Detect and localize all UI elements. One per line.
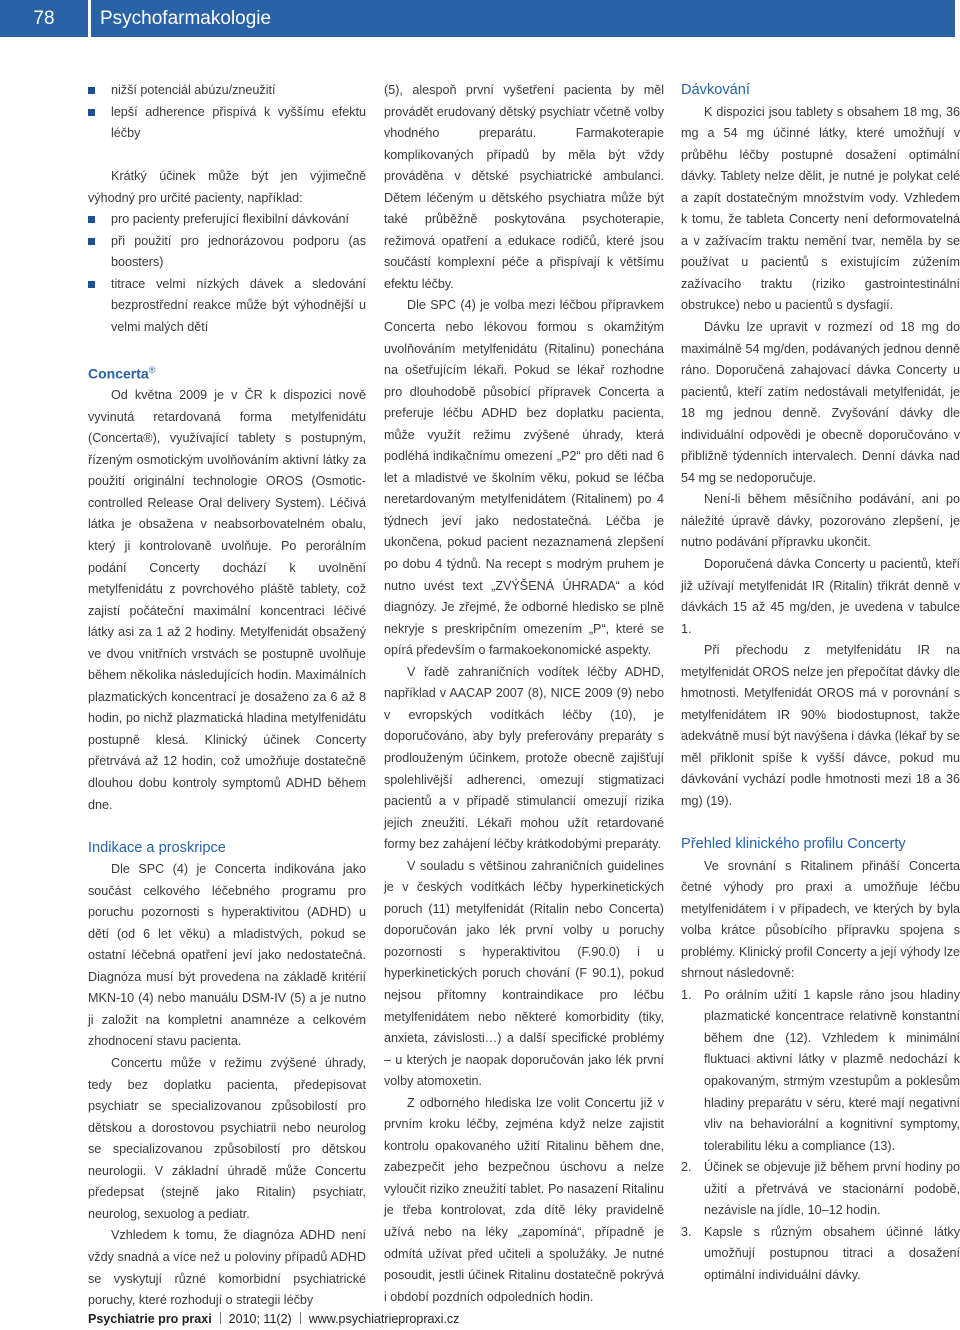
paragraph: Z odborného hlediska lze volit Concertu již v prvním kroku léčby, zejména když nelze zajistit kontrolu opakovaného užití Ritalinu během dne, zabezpečit jeho bezpečnou úschovu a nelze vyloučit riziko zneužití tablet. Po nasazení Ritalinu je třeba kontrolovat, zda dítě léky pravidelně užívá nebo na léky „zapomíná“, případně je odmítá užívat před učiteli a spolužáky. Je nutné posoudit, jestli účinek Ritalinu dostatečně pokrývá i období pozdních odpoledních hodin.	[384, 1095, 664, 1304]
journal-issue: 2010; 11(2)	[228, 1312, 292, 1326]
page-header	[0, 0, 955, 37]
list-text: Účinek se objevuje již během první hodiny po užití a přetrvává ve stacionární podobě, nezávisle na jídle, 10–12 hodin.	[704, 1160, 960, 1218]
column-1	[88, 80, 366, 1312]
list-number: 2.	[681, 1160, 692, 1175]
list-item	[681, 1157, 960, 1222]
heading-davkovani: Dávkování	[681, 82, 750, 98]
heading-text: Concerta	[88, 365, 149, 382]
heading-indikace: Indikace a proskripce	[88, 839, 226, 856]
list-item: pro pacienty preferující flexibilní dávkování	[88, 209, 366, 231]
paragraph: (5), alespoň první vyšetření pacienta by měl provádět erudovaný dětský psychiatr včetně volby vhodného preparátu. Farmakoterapie komplikovaných případů by měla být vždy prováděna v dětské psychiatrické ambulanci. Dětem léčeným u dětského psychiatra může být také průběžně poskytována psychoterapie, režimová opatření a edukace rodičů, které jsou součástí komplexní péče a přispívají k většímu efektu léčby.	[384, 83, 664, 291]
list-item	[681, 985, 960, 1157]
paragraph: Od května 2009 je v ČR k dispozici nově vyvinutá retardovaná forma metylfenidátu (Concerta®), využívající tablety s postupným, řízeným osmotickým uvolňováním aktivní látky za použití originální technologie OROS (Osmotic-controlled Release Oral delivery System). Léčivá látka je obsažena v neabsorbovatelném obalu, který ji kontrolovaně uvolňuje. Po perorálním podání Concerty dochází k uvolnění metylfenidátu z povrchového pláště tablety, což zajistí počáteční maximální koncentraci léčivé látky asi za 1 až 2 hodiny. Metylfenidát obsažený ve dvou vnitřních vrstvách se postupně uvolňuje během několika následujících hodin. Maximálních plazmatických koncentrací je dosaženo za 6 až 8 hodin, po nichž plazmatická hladina metylfenidátu postupně klesá. Klinický účinek Concerty přetrvává až 12 hodin, což umožňuje dostatečně dlouhou dobu kontroly symptomů ADHD během dne.	[88, 388, 366, 812]
paragraph: V souladu s většinou zahraničních guidelines je v českých vodítkách léčby hyperkinetických poruch (11) metylfenidát (Ritalin nebo Concerta) doporučován jako lék první volby u poruchy pozornosti s hyperaktivitou (F.90.0) i u hyperkinetických poruch chování (F 90.1), pokud nejsou přítomny kontraindikace pro léčbu metylfenidátem nebo některé komorbidity (tiky, anxieta, závislosti…) a další specifické problémy – u kterých je naopak doporučován jako lék první volby atomoxetin.	[384, 858, 664, 1089]
list-number: 3.	[681, 1224, 692, 1239]
list-item: titrace velmi nízkých dávek a sledování bezprostřední reakce může být výhodnější u velmi malých dětí	[88, 274, 366, 339]
section-title: Psychofarmakologie	[91, 0, 955, 37]
list-item	[681, 1222, 960, 1287]
list-item: lepší adherence přispívá k vyššímu efektu léčby	[88, 102, 366, 145]
heading-prehled: Přehled klinického profilu Concerty	[681, 836, 906, 853]
divider	[300, 1312, 301, 1324]
paragraph: Dávku lze upravit v rozmezí od 18 mg do maximálně 54 mg/den, podávaných jednou denně ráno. Doporučená zahajovací dávka Concerty u pacientů, kteří zatím nedostávali metylfenidát, je 18 mg jednou denně. Zvyšování dávky dle individuální odpovědi je obecně doporučováno v přibližně týdenních intervalech. Denní dávka nad 54 mg se nedoporučuje.	[681, 319, 960, 485]
paragraph: Dle SPC (4) je Concerta indikována jako součást celkového léčebného programu pro poruchu pozornosti s hyperaktivitou (ADHD) u dětí (od 6 let věku) a mladistvých, pokud se ostatní léčebná opatření jeví jako nedostatečná. Diagnóza musí být provedena na základě kritérií MKN-10 (4) nebo manuálu DSM-IV (5) a je nutno ji založit na kompletní anamnéze a celkovém zhodnocení stavu pacienta.	[88, 862, 366, 1049]
list-number: 1.	[681, 987, 692, 1002]
paragraph: Doporučená dávka Concerty u pacientů, kteří již užívají metylfenidát IR (Ritalin) třikrát denně v dávkách 15 až 45 mg/den, je uvedena v tabulce 1.	[681, 556, 960, 636]
advantages-list	[88, 80, 366, 145]
journal-url: www.psychiatriepropraxi.cz	[308, 1312, 460, 1326]
column-2	[384, 80, 664, 1308]
registered-mark: ®	[148, 365, 156, 376]
column-3	[681, 80, 960, 1286]
paragraph: Při přechodu z metylfenidátu IR na metylfenidát OROS nelze jen přepočítat dávky dle hmotnosti. Metylfenidát OROS má v porovnání s metylfenidátem IR 90% biodostupnost, takže adekvátně musí být navýšena i dávka (lékař by se měl přiklonit spíše k vyšší dávce, pokud mu dávkování vychází podle hmotnosti mezi 18 a 36 mg) (19).	[681, 643, 960, 808]
paragraph: Concertu může v režimu zvýšené úhrady, tedy bez doplatku pacienta, předepisovat psychiatr se specializovanou způsobilostí pro dětskou a dorostovou psychiatrii nebo neurolog se specializovanou způsobilostí pro dětskou neurologii. V základní úhradě může Concertu předepsat (stejně jako Ritalin) psychiatr, neurolog, sexuolog a pediatr.	[88, 1056, 366, 1221]
paragraph: Ve srovnání s Ritalinem přináší Concerta četné výhody pro praxi a umožňuje léčbu metylfenidátem i v případech, ve kterých by byla volba krátce působícího přípravku spojena s problémy. Klinický profil Concerty a její výhody lze shrnout následovně:	[681, 858, 960, 981]
profile-list	[681, 985, 960, 1287]
paragraph: Vzhledem k tomu, že diagnóza ADHD není vždy snadná a více než u poloviny případů ADHD se vyskytují různé komorbidní psychiatrické poruchy, které rozhodují o strategii léčby	[88, 1228, 366, 1308]
heading-concerta	[88, 360, 366, 385]
paragraph: Krátký účinek může být jen výjimečně výhodný pro určité pacienty, například:	[88, 169, 366, 205]
list-text: Po orálním užití 1 kapsle ráno jsou hladiny plazmatické koncentrace relativně konstantní během dne (12). Vzhledem k minimální fluktuaci aktivní látky v plazmě nedochází k opakovaným, strmým vzestupům a poklesům hladiny preparátu v séru, které mají negativní vliv na behaviorální a kognitivní symptomy, tolerabilitu léku a compliance (13).	[704, 987, 960, 1153]
list-item: při použití pro jednorázovou podporu (as boosters)	[88, 231, 366, 274]
paragraph: K dispozici jsou tablety s obsahem 18 mg, 36 mg a 54 mg účinné látky, které umožňují v průběhu léčby postupné dosažení optimální dávky. Tablety nelze dělit, je nutné je polykat celé a zapít dostatečným množstvím vody. Vzhledem k tomu, že tableta Concerty není deformovatelná a v zažívacím traktu nemění tvar, neměla by se používat u pacientů s existujícím zúžením zažívacího traktu (riziko gastrointestinální obstrukce) nebo u pacientů s dysfagií.	[681, 104, 960, 313]
list-item: nižší potenciál abúzu/zneužití	[88, 80, 366, 102]
journal-name: Psychiatrie pro praxi	[88, 1312, 212, 1326]
paragraph: Není-li během měsíčního podávání, ani po náležité úpravě dávky, pozorováno zlepšení, je nutno podávání přípravku ukončit.	[681, 492, 960, 550]
paragraph: Dle SPC (4) je volba mezi léčbou přípravkem Concerta nebo lékovou formou s okamžitým uvolňováním metylfenidátu (Ritalinu) ponechána na ošetřujícím lékaři. Pokud se lékař rozhodne pro dlouhodobě působící přípravek Concerta a preferuje léčbu ADHD bez doplatku pacienta, může využít režimu zvýšené úhrady, která podléhá indikačnímu omezení „P2“ pro děti nad 6 let a mladistvé ve školním věku, pokud se léčba neretardovaným metylfenidátem (Ritalinem) po 4 týdnech jeví jako nedostatečná. Léčba je ukončena, pokud pacient nezaznamená zlepšení po dobu 4 týdnů. Na recept s modrým pruhem je nutno uvést text „ZVÝŠENÁ ÚHRADA“ a kód diagnózy. Je zřejmé, že odborné hledisko se plně nekryje s preskripčním omezením „P“, které se opírá především o farmakoekonomické aspekty.	[384, 298, 664, 658]
page-number: 78	[0, 0, 88, 37]
short-acting-list	[88, 209, 366, 338]
page-footer	[88, 1312, 459, 1326]
divider	[220, 1312, 221, 1324]
paragraph: V řadě zahraničních vodítek léčby ADHD, například v AACAP 2007 (8), NICE 2009 (9) nebo v evropských vodítkách léčby (10), je doporučováno, aby byly preferovány preparáty s prodlouženým účinkem, protože obecně zajišťují spolehlivější adherenci, omezují stigmatizaci pacientů a v případě stimulancií omezují rizika jejich zneužití. Lékaři mohou užít retardované formy bez zahájení léčby krátkodobými preparáty.	[384, 664, 664, 852]
list-text: Kapsle s různým obsahem účinné látky umožňují postupnou titraci a dosažení optimální individuální dávky.	[704, 1224, 960, 1282]
